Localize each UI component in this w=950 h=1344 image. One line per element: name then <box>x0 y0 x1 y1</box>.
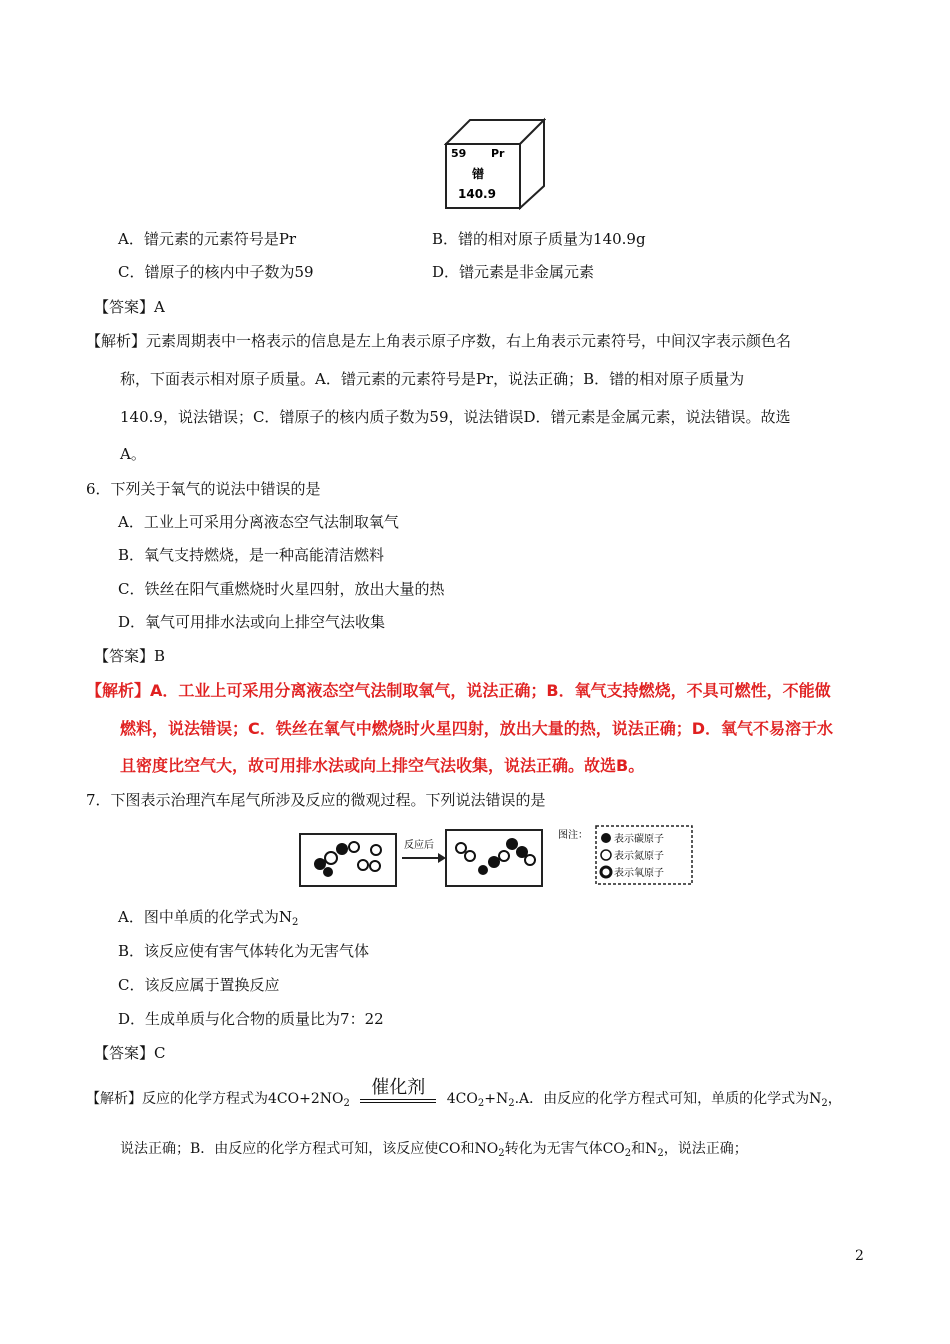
legend-oxygen: 表示氧原子 <box>614 868 664 879</box>
reaction-diagram <box>298 822 698 888</box>
q6-option-b: B．氧气支持燃烧，是一种高能清洁燃料 <box>118 546 385 564</box>
q7-option-d: D．生成单质与化合物的质量比为7：22 <box>118 1010 384 1028</box>
q6-option-c: C．铁丝在阳气重燃烧时火星四射，放出大量的热 <box>118 580 445 598</box>
q6-option-d: D．氧气可用排水法或向上排空气法收集 <box>118 613 386 631</box>
q6-analysis-line-1: 【解析】A．工业上可采用分离液态空气法制取氧气，说法正确；B．氧气支持燃烧，不具可燃性，不能做 <box>86 681 831 700</box>
q5-option-b: B．镨的相对原子质量为140.9g <box>432 230 646 248</box>
q5-option-a: A．镨元素的元素符号是Pr <box>118 230 297 248</box>
q5-analysis-line-4: A。 <box>120 445 146 463</box>
element-name: 镨 <box>472 167 485 181</box>
q7-option-a: A．图中单质的化学式为$N_2$ <box>118 908 299 928</box>
q7-answer: 【答案】C <box>94 1044 166 1062</box>
q6-answer: 【答案】B <box>94 647 166 665</box>
element-symbol: Pr <box>491 147 505 160</box>
legend-carbon: 表示碳原子 <box>614 834 664 845</box>
q6-analysis-line-3: 且密度比空气大，故可用排水法或向上排空气法收集，说法正确。故选B。 <box>120 756 645 775</box>
q5-analysis-line-2: 称，下面表示相对原子质量。A．镨元素的元素符号是Pr，说法正确；B．镨的相对原子质量为 <box>120 370 745 388</box>
element-mass: 140.9 <box>458 187 496 201</box>
element-cell-figure <box>444 116 546 210</box>
element-number: 59 <box>451 147 467 160</box>
q6-analysis-line-2: 燃料，说法错误；C．铁丝在氧气中燃烧时火星四射，放出大量的热，说法正确；D．氧气不易溶于水 <box>120 719 834 738</box>
q5-analysis-line-1: 【解析】元素周期表中一格表示的信息是左上角表示原子序数，右上角表示元素符号，中间汉字表示颜色名 <box>86 332 792 350</box>
q6-option-a: A．工业上可采用分离液态空气法制取氧气 <box>118 513 399 531</box>
catalyst-label: 催化剂 <box>371 1077 426 1098</box>
q7-option-b: B．该反应使有害气体转化为无害气体 <box>118 942 370 960</box>
q5-analysis-line-3: 140.9，说法错误；C．镨原子的核内质子数为59，说法错误D．镨元素是金属元素，说法错误。故选 <box>120 408 791 426</box>
legend-nitrogen: 表示氮原子 <box>614 851 664 862</box>
q7-stem: 7．下图表示治理汽车尾气所涉及反应的微观过程。下列说法错误的是 <box>86 791 546 809</box>
q5-answer: 【答案】A <box>94 298 165 316</box>
q5-option-d: D．镨元素是非金属元素 <box>432 263 595 281</box>
legend-title: 图注： <box>558 830 588 841</box>
q7-option-c: C．该反应属于置换反应 <box>118 976 280 994</box>
q6-stem: 6．下列关于氧气的说法中错误的是 <box>86 480 321 498</box>
arrow-label: 反应后 <box>404 840 434 851</box>
q5-option-c: C．镨原子的核内中子数为59 <box>118 263 314 281</box>
page-number: 2 <box>855 1248 864 1264</box>
q7-analysis-line-1: 【解析】反应的化学方程式为$4CO+2NO_2$ 催化剂 $4CO_2+N_2.A$．由反应的化学方程式可知，单质的化学式为$N_2$， <box>86 1088 842 1109</box>
q7-analysis-line-2: 说法正确；B．由反应的化学方程式可知，该反应使CO和$NO_2$转化为无害气体$CO_2$和$N_2$，说法正确； <box>120 1141 748 1159</box>
